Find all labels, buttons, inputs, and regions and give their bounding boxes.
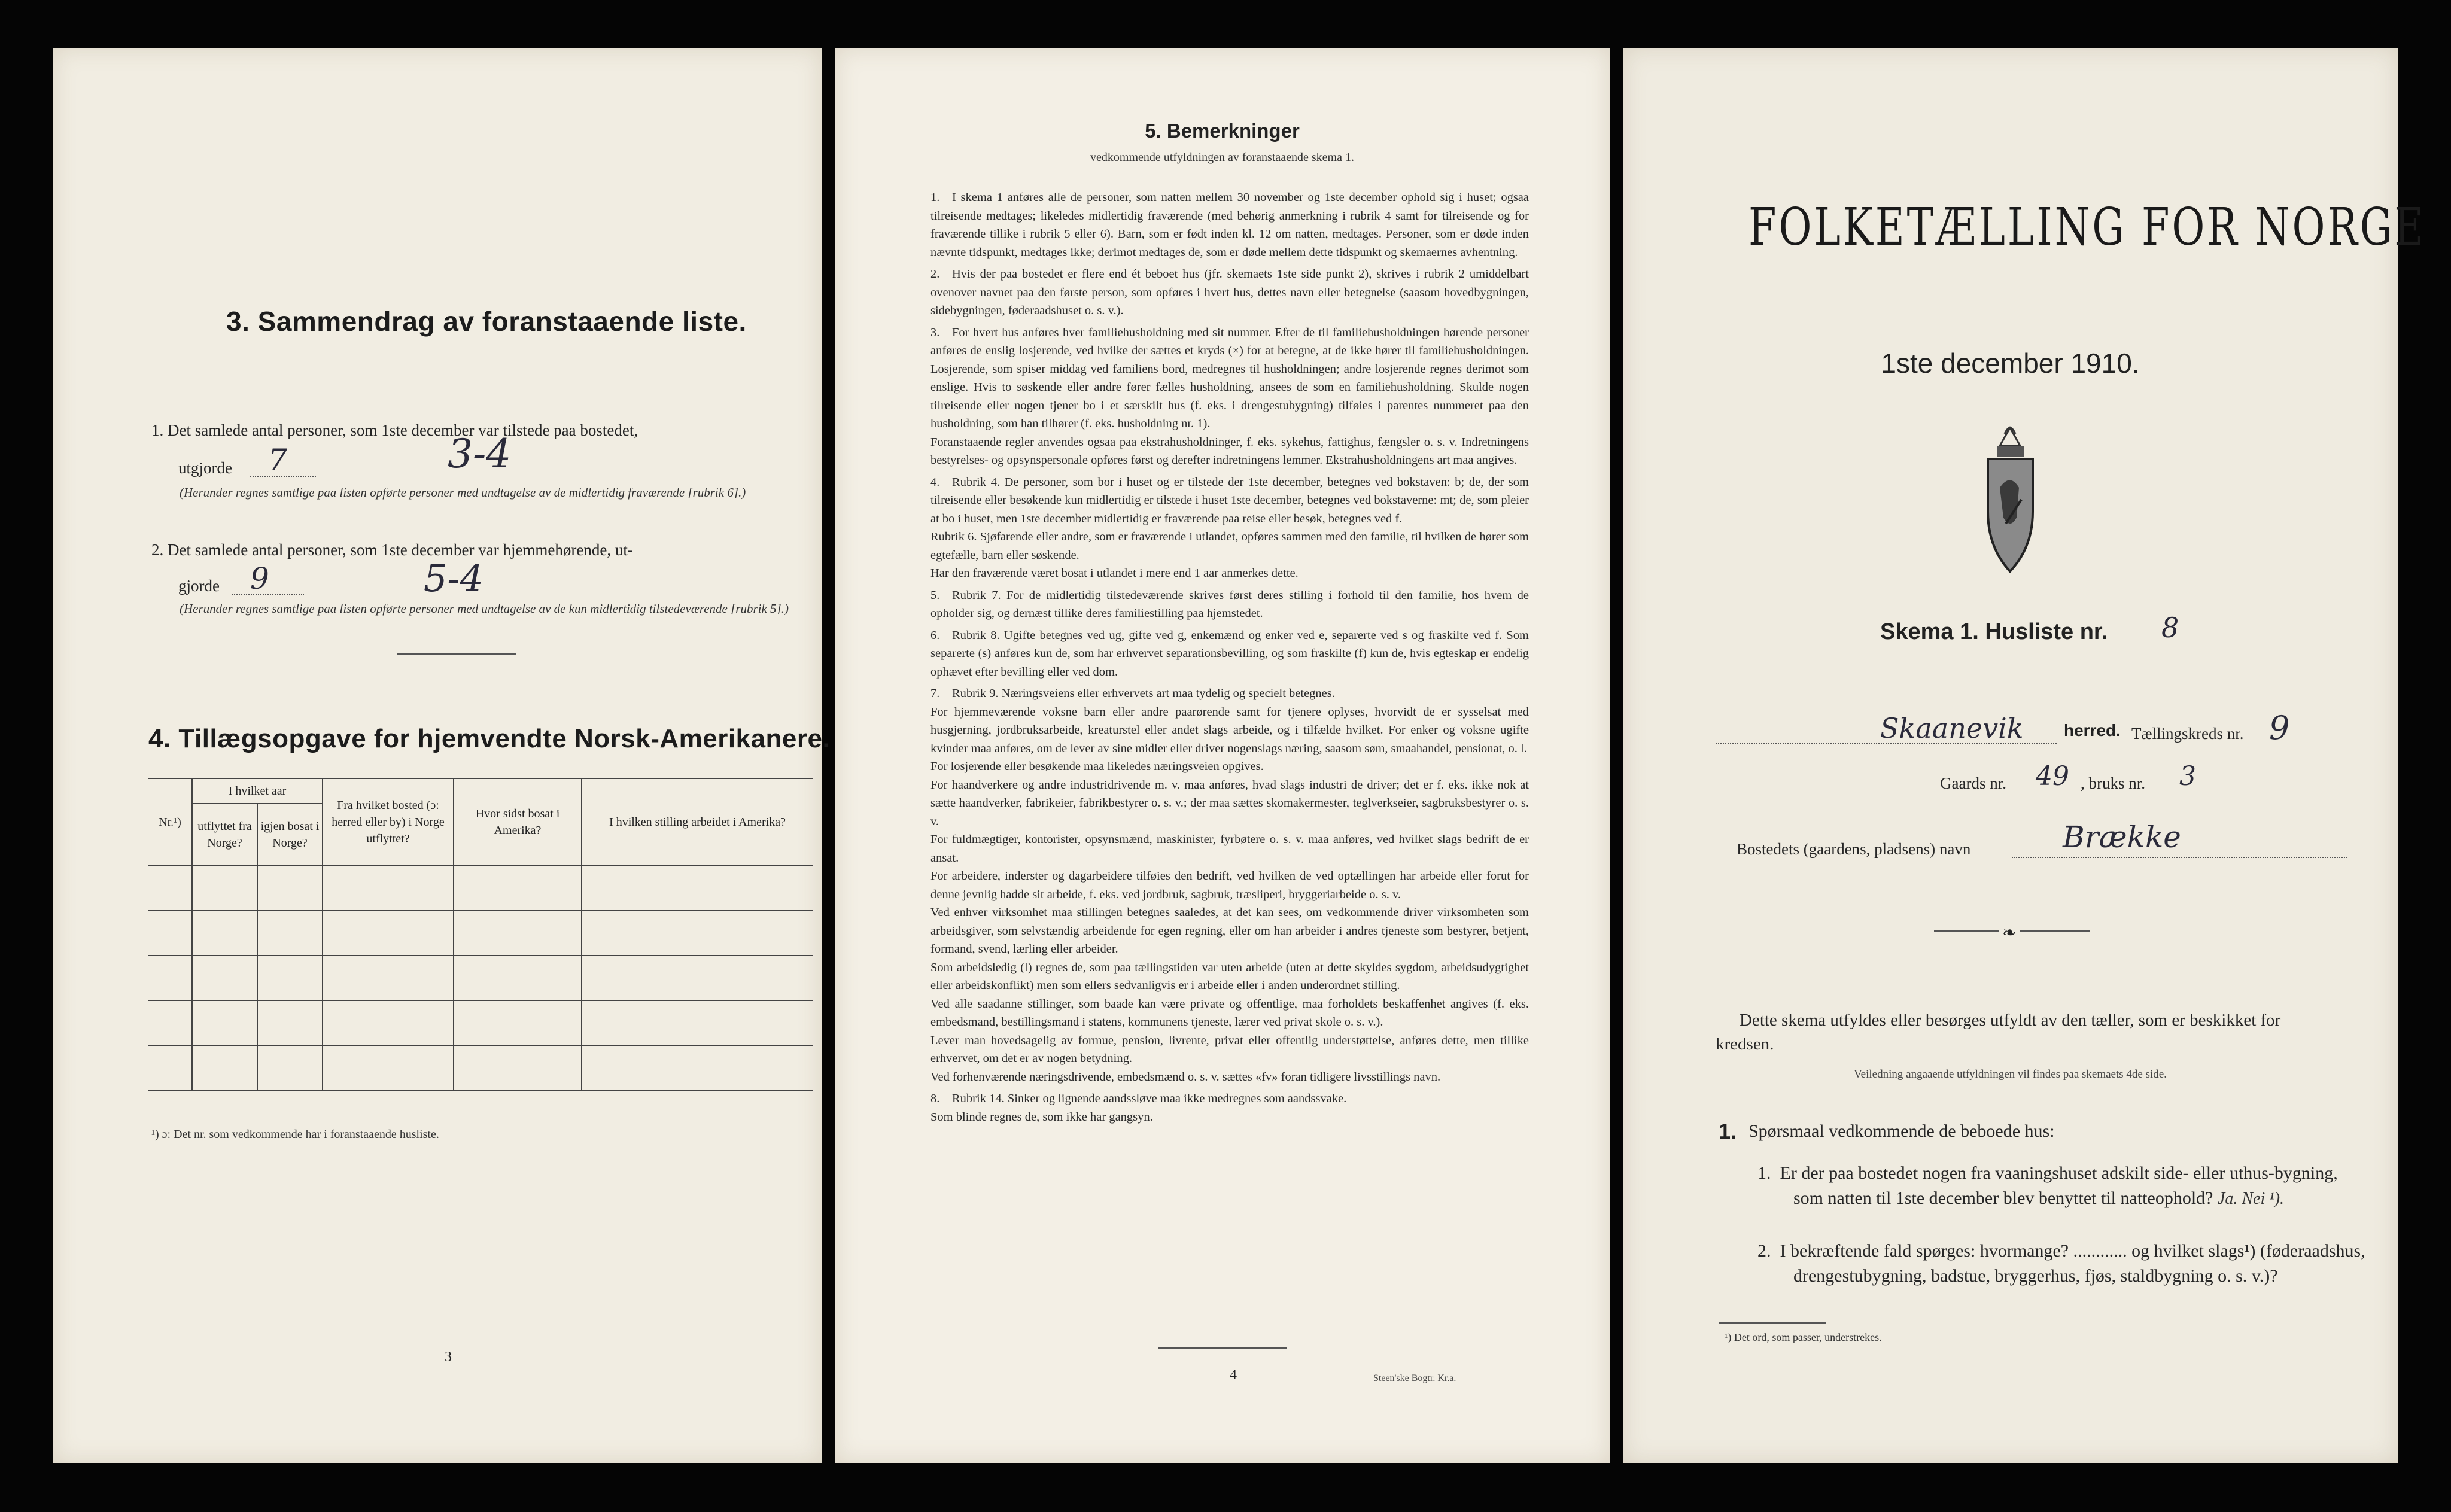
item-2-line: 2. Det samlede antal personer, som 1ste december var hjemmehørende, ut- xyxy=(151,541,633,559)
bosted-label: Bostedets (gaardens, pladsens) navn xyxy=(1737,840,1971,858)
col-stilling: I hvilken stilling arbeidet i Amerika? xyxy=(582,778,813,866)
census-title: FOLKETÆLLING FOR NORGE xyxy=(1748,197,2426,257)
table-row xyxy=(148,866,813,911)
ornament-icon: ❧ xyxy=(1999,923,2020,943)
remark-7: 7. Rubrik 9. Næringsveiens eller erhvervets art maa tydelig og specielt betegnes. For hjemmeværende voksne barn eller andre paarørende samt for tjenere oplyses, hvorvidt de er sysselsat med husgjerning, jordbruksarbeide, kreaturstel eller andet slags arbeide, og i tilfælde hvilket. For enker og voksne ugifte kvinder maa anføres, om de lever av sine midler eller driver nogenslags næring, saasom søm, smaahandel, pensionat, o. l. For losjerende eller besøkende maa likeledes næringsveien opgives. For haandverkere og andre industridrivende m. v. maa anføres, hvad slags industri de driver; det er f. eks. ikke nok at sætte haandverker, fabrikeier, fabrikbestyrer o. s. v.; der maa sættes skomakermester, teglverkseier, sagbruksbestyrer o. s. v. For fuldmægtiger, kontorister, opsynsmænd, maskinister, fyrbøtere o. s. v. maa anføres, ved hvilket slags bedrift de er ansat. For arbeidere, inderster og dagarbeidere tilføies den bedrift, ved hvilken de ved optællingen har arbeide eller forut for denne jevnlig hadde sit arbeide, f. eks. ved jordbruk, sagbruk, træsliperi, bryggeriarbeide o. s. v. Ved enhver virksomhet maa stillingen betegnes saaledes, at det kan sees, om vedkommende driver virksomheten som arbeidsgiver, som selvstændig arbeidende for egen regning, eller om han arbeider i andres tjeneste som bestyrer, betjent, formand, svend, lærling eller arbeider. Som arbeidsledig (l) regnes de, som paa tællingstiden var uten arbeide (uten at dette skyldes sygdom, arbeidsudygtighet eller arbeidskonflikt) men som ellers sedvanligvis er i arbeide eller i anden underordnet stilling. Ved alle saadanne stillinger, som baade kan være private og offentlige, maa forholdets beskaffenhet angives (f. eks. embedsmand, bestillingsmand i statens, kommunens tjeneste, lærer ved privat skole o. s. v.). Lever man hovedsagelig av formue, pension, livrente, privat eller offentlig understøttelse, anføres dette, men tillike erhvervet, om det er av nogen betydning. Ved forhenværende næringsdrivende, embedsmænd o. s. v. sættes «fv» foran tidligere livsstillings navn. xyxy=(930,687,1529,1084)
item-1-utgjorde: utgjorde xyxy=(178,459,232,477)
gaards-label: Gaards nr. xyxy=(1940,774,2006,792)
table-footnote: ¹) ɔ: Det nr. som vedkommende har i foranstaaende husliste. xyxy=(151,1128,439,1141)
col-nr: Nr.¹) xyxy=(148,778,192,866)
page-3 xyxy=(53,48,831,1463)
q1-1-text: Er der paa bostedet nogen fra vaaningshuset adskilt side- eller uthus-bygning, som natten til 1ste december blev benyttet til natteophold? xyxy=(1780,1163,2338,1208)
page-1 xyxy=(1623,48,2426,1463)
table-row xyxy=(148,1045,813,1090)
section-4-title: 4. Tillægsopgave for hjemvendte Norsk-Amerikanere. xyxy=(148,724,831,753)
remark-6: 6. Rubrik 8. Ugifte betegnes ved ug, gifte ved g, enkemænd og enker ved e, separerte ved s og fraskilte ved f. Som separerte (s) anføres kun de, som har erhvervet separationsbevilling, og som fraskilte (f) kun de, hvis egteskap er endelig ophævet efter bevilling eller ved dom. xyxy=(930,628,1529,679)
remark-4: 4. Rubrik 4. De personer, som bor i huset og er tilstede der 1ste december, betegnes ved bokstaven: b; de, der som tilreisende eller besøkende kun midlertidig er tilstede i huset 1ste december, betegnes ved bokstaverne: mt; de, som pleier at bo i huset, men 1ste december midlertidig er fraværende paa reise eller besøk, betegnes ved f. Rubrik 6. Sjøfarende eller andre, som er fraværende i utlandet, opføres sammen med den familie, til hvilken de hører som egtefælle, barn eller søskende. Har den fraværende været bosat i utlandet i mere end 1 aar anmerkes dette. xyxy=(930,475,1529,580)
footnote: ¹) Det ord, som passer, understrekes. xyxy=(1725,1331,1882,1343)
kreds-label: Tællingskreds nr. xyxy=(2131,725,2244,743)
section-3-title: 3. Sammendrag av foranstaaende liste. xyxy=(226,306,747,337)
gaards-handwritten: 49 xyxy=(2036,761,2069,792)
table-row xyxy=(148,956,813,1000)
coat-of-arms-icon xyxy=(1982,422,2039,577)
table-row xyxy=(148,1000,813,1045)
col-group-aar: I hvilket aar xyxy=(192,778,323,804)
footnote-rule xyxy=(1719,1322,1826,1324)
norsk-amerikanere-table xyxy=(148,778,813,1091)
col-fra-bosted: Fra hvilket bosted (ɔ: herred eller by) i Norge utflyttet? xyxy=(323,778,454,866)
page-4 xyxy=(835,48,1610,1463)
table-row xyxy=(148,911,813,956)
census-date: 1ste december 1910. xyxy=(1881,348,2140,379)
page-number: 4 xyxy=(1230,1367,1237,1383)
page-number: 3 xyxy=(445,1349,452,1365)
q1-2: 2. I bekræftende fald spørges: hvormange? ............ og hvilket slags¹) (føderaadshus, drengestubygning, badstue, bryggerhus, fjøs, staldbygning o. s. v.)? xyxy=(1757,1241,2365,1286)
remark-5: 5. Rubrik 7. For de midlertidig tilstedeværende skrives først deres stilling i forhold til den familie, hos hvem de opholder sig, og dernæst tillike deres familiestilling paa hjemstedet. xyxy=(930,588,1529,620)
col-utflyttet: utflyttet fra Norge? xyxy=(192,804,257,866)
col-bosat: igjen bosat i Norge? xyxy=(257,804,323,866)
item-1-handwritten: 7 xyxy=(268,443,287,477)
q1-title: Spørsmaal vedkommende de beboede hus: xyxy=(1748,1121,2055,1141)
item-2-handwritten-2: 5-4 xyxy=(424,556,483,600)
intro-note: Veiledning angaaende utfyldningen vil findes paa skemaets 4de side. xyxy=(1854,1068,2167,1081)
remarks-subtitle: vedkommende utfyldningen av foranstaaende skema 1. xyxy=(1090,151,1354,164)
printer-imprint: Steen'ske Bogtr. Kr.a. xyxy=(1373,1373,1456,1383)
bruks-label: , bruks nr. xyxy=(2081,774,2145,792)
herred-label: herred. xyxy=(2064,721,2121,740)
col-sidst-bosat: Hvor sidst bosat i Amerika? xyxy=(454,778,582,866)
item-2-gjorde: gjorde xyxy=(178,577,220,595)
q1-number: 1. xyxy=(1719,1119,1737,1143)
remark-1: 1. I skema 1 anføres alle de personer, som natten mellem 30 november og 1ste december ophold sig i huset; ogsaa tilreisende medtages; likeledes midlertidig fraværende (med behørig anmerkning i rubrik 4 samt for tilreisende og for fraværende tillike i rubrik 5 eller 6). Barn, som er født inden kl. 12 om natten, medtages. Personer, som er døde inden nævnte tidspunkt, medtages ikke; derimot medtages de, som er døde mellem dette tidspunkt og skemaernes avhentning. xyxy=(930,191,1529,259)
item-1-handwritten-2: 3-4 xyxy=(448,431,512,477)
divider xyxy=(397,653,516,655)
item-1-line: 1. Det samlede antal personer, som 1ste december var tilstede paa bostedet, xyxy=(151,421,638,439)
herred-handwritten: Skaanevik xyxy=(1880,712,2024,744)
item-2-note: (Herunder regnes samtlige paa listen opførte personer med undtagelse av de kun midlertidig tilstedeværende [rubrik 5].) xyxy=(180,601,789,616)
skema-label: Skema 1. Husliste nr. xyxy=(1880,619,2108,644)
item-2-handwritten: 9 xyxy=(250,561,269,596)
item-1-note: (Herunder regnes samtlige paa listen opførte personer med undtagelse av de midlertidig fraværende [rubrik 6].) xyxy=(180,485,746,500)
bosted-handwritten: Brække xyxy=(2063,820,2181,854)
bosted-dotline xyxy=(2012,857,2347,858)
q1-1-answer: Ja. Nei ¹). xyxy=(2217,1189,2285,1208)
divider xyxy=(1158,1347,1287,1349)
q1-1: 1. Er der paa bostedet nogen fra vaaningshuset adskilt side- eller uthus-bygning, som natten til 1ste december blev benyttet til natteophold? Ja. Nei ¹). xyxy=(1757,1163,2338,1208)
bruks-handwritten: 3 xyxy=(2179,761,2196,792)
remark-3: 3. For hvert hus anføres hver familiehusholdning med sit nummer. Efter de til familiehusholdningen hørende personer anføres de enslig losjerende, ved hvilke der sættes et kryds (×) for at betegne, at de ikke hører til familiehusholdningen. Losjerende, som spiser middag ved familiens bord, medregnes til husholdningen; andre losjerende regnes derimot som enslige. Hvis to søskende eller andre fører fælles husholdning, ansees de som en familiehusholdning. Skulde nogen tilreisende eller nogen tjener bo i et særskilt hus (f. eks. i drengestubygning) tilføies i parentes nummeret paa den husholdning, som han tilhører (f. eks. husholdning nr. 1). Foranstaaende regler anvendes ogsaa paa ekstrahusholdninger, f. eks. sykehus, fattighus, fængsler o. s. v. Indretningens bestyrelses- og opsynspersonale opføres først og derefter indretningens lemmer. Ekstrahusholdningens art maa angives. xyxy=(930,325,1529,467)
kreds-handwritten: 9 xyxy=(2269,709,2290,747)
remarks-title: 5. Bemerkninger xyxy=(1145,120,1300,142)
intro-text: Dette skema utfyldes eller besørges utfyldt av den tæller, som er beskikket for kredsen. xyxy=(1716,1011,2281,1054)
remark-8: 8. Rubrik 14. Sinker og lignende aandssløve maa ikke medregnes som aandssvake. Som blinde regnes de, som ikke har gangsyn. xyxy=(930,1092,1347,1124)
remarks-list xyxy=(930,188,1529,1130)
q1-2-text: I bekræftende fald spørges: hvormange? ............ og hvilket slags¹) (føderaadshus, drengestubygning, badstue, bryggerhus, fjøs, staldbygning o. s. v.)? xyxy=(1780,1241,2365,1286)
remark-2: 2. Hvis der paa bostedet er flere end ét beboet hus (jfr. skemaets 1ste side punkt 2), skrives i rubrik 2 umiddelbart ovenover navnet paa den første person, som opføres i hvert hus, dettes navn eller betegnelse (saasom hovedbygningen, sidebygningen, føderaadshuset o. s. v.). xyxy=(930,267,1529,317)
husliste-number: 8 xyxy=(2161,612,2179,644)
